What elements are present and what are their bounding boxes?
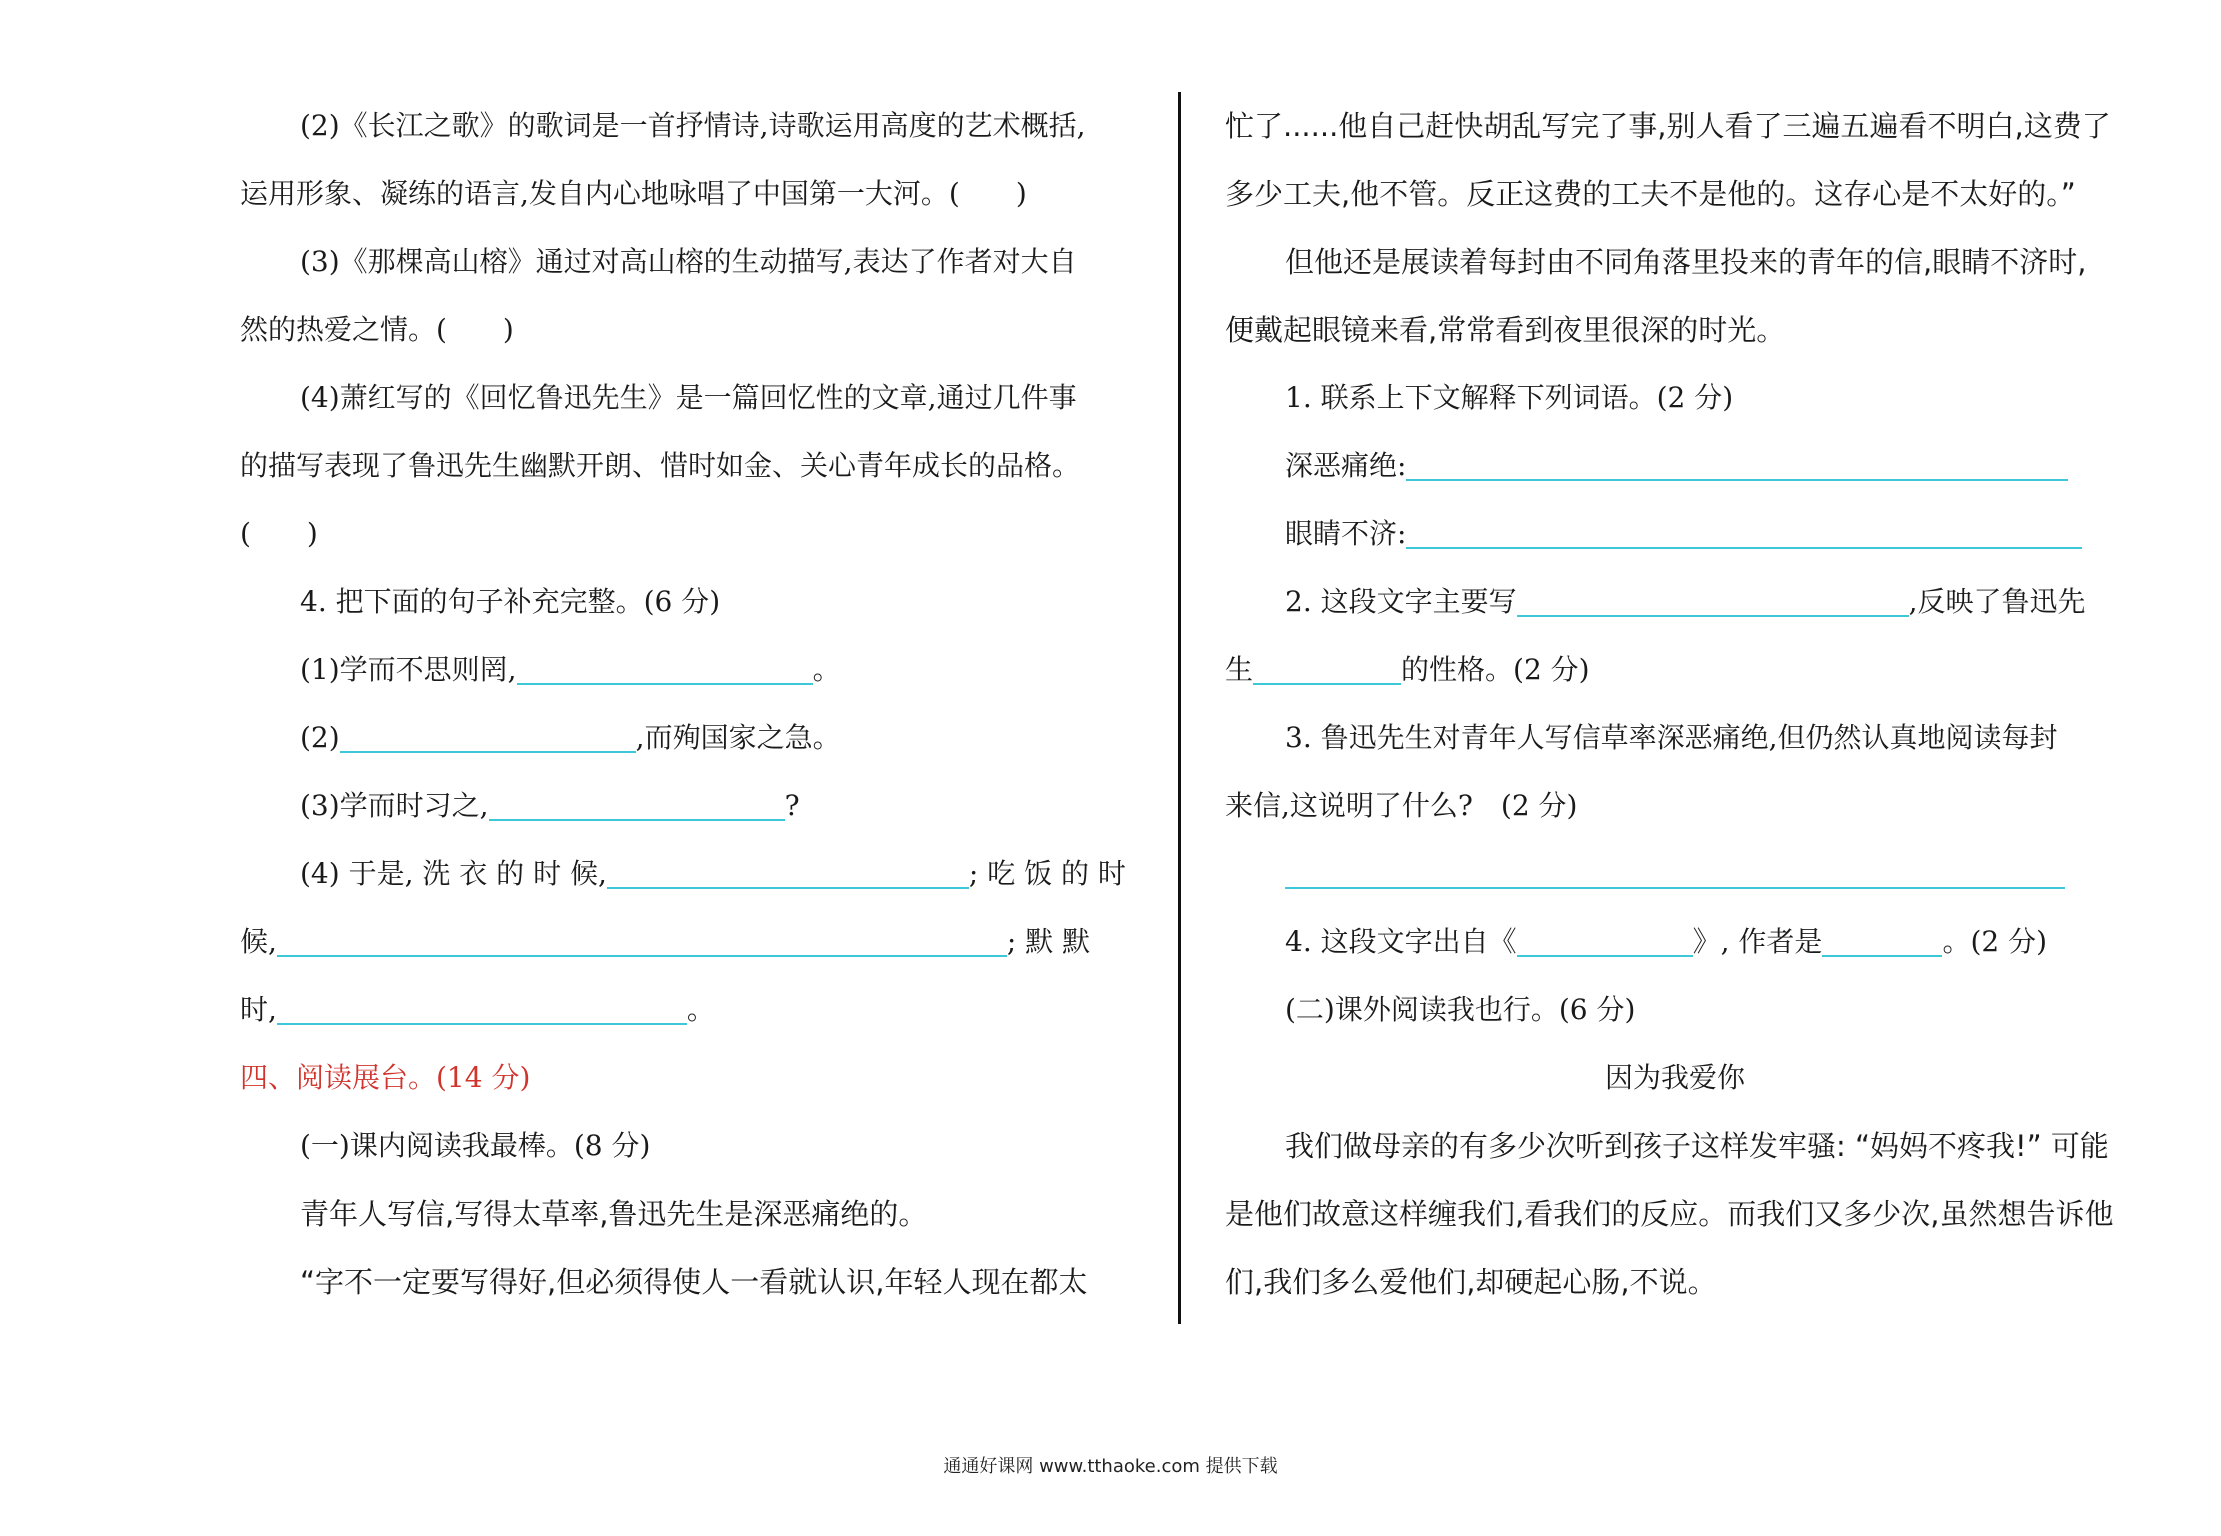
fill-line: 4. 这段文字出自《 》, 作者是 。(2 分) [1285,925,2048,958]
fill-line: (4) 于是, 洗 衣 的 时 候, ; 吃 饭 的 时 [300,857,1126,890]
answer-blank[interactable] [1406,451,2068,481]
passage-line: 是他们故意这样缠我们,看我们的反应。而我们又多少次,虽然想告诉他 [1225,1197,2114,1231]
answer-blank[interactable] [1406,519,2082,549]
answer-blank[interactable] [1822,927,1942,957]
fill-line: (3)学而时习之, ? [300,789,800,822]
text-line: (3)《那棵高山榕》通过对高山榕的生动描写,表达了作者对大自 [300,245,1077,278]
answer-blank[interactable] [607,859,969,889]
fill-line: (2) ,而殉国家之急。 [300,721,841,754]
text-line: 然的热爱之情。( ) [240,313,514,346]
passage-line: 忙了......他自己赶快胡乱写完了事,别人看了三遍五遍看不明白,这费了 [1225,109,2111,143]
passage-line: 青年人写信,写得太草率,鲁迅先生是深恶痛绝的。 [300,1197,928,1231]
story-title: 因为我爱你 [1604,1061,1745,1094]
answer-blank[interactable] [1517,927,1693,957]
question-3-cont: 来信,这说明了什么? (2 分) [1225,789,1578,822]
fill-line: 深恶痛绝: [1225,446,2068,486]
fill-line: 2. 这段文字主要写 ,反映了鲁迅先 [1285,585,2086,618]
answer-blank[interactable] [277,927,1007,957]
text-line: 运用形象、凝练的语言,发自内心地咏唱了中国第一大河。( ) [240,177,1027,210]
question-1: 1. 联系上下文解释下列词语。(2 分) [1285,381,1734,414]
answer-blank[interactable] [277,995,687,1025]
part-2-heading: (二)课外阅读我也行。(6 分) [1285,993,1636,1026]
fill-line: 眼睛不济: [1225,514,2082,554]
question-3: 3. 鲁迅先生对青年人写信草率深恶痛绝,但仍然认真地阅读每封 [1285,721,2058,754]
answer-blank[interactable] [1285,859,2065,889]
fill-line: (1)学而不思则罔, 。 [300,653,841,686]
passage-line: 便戴起眼镜来看,常常看到夜里很深的时光。 [1225,313,1786,347]
answer-blank[interactable] [517,655,813,685]
column-divider [1178,92,1181,1324]
section-4-heading: 四、阅读展台。(14 分) [240,1061,531,1094]
passage-line: “字不一定要写得好,但必须得使人一看就认识,年轻人现在都太 [300,1265,1088,1299]
text-line: 的描写表现了鲁迅先生幽默开朗、惜时如金、关心青年成长的品格。 [240,449,1081,482]
answer-blank[interactable] [1517,587,1909,617]
text-line: (4)萧红写的《回忆鲁迅先生》是一篇回忆性的文章,通过几件事 [300,381,1077,414]
question-4-heading: 4. 把下面的句子补充完整。(6 分) [300,585,721,618]
footer-credit: 通通好课网 www.tthaoke.com 提供下载 [943,1456,1278,1477]
part-1-heading: (一)课内阅读我最棒。(8 分) [300,1129,651,1162]
fill-line: 候, ; 默 默 [240,925,1091,958]
answer-blank[interactable] [489,791,785,821]
passage-line: 但他还是展读着每封由不同角落里投来的青年的信,眼睛不济时, [1285,245,2087,279]
text-line: (2)《长江之歌》的歌词是一首抒情诗,诗歌运用高度的艺术概括, [300,109,1086,142]
fill-line: 生 的性格。(2 分) [1225,653,1590,686]
answer-blank[interactable] [1253,655,1401,685]
text-line: ( ) [240,517,318,550]
passage-line: 多少工夫,他不管。反正这费的工夫不是他的。这存心是不太好的。” [1225,177,2076,211]
passage-line: 我们做母亲的有多少次听到孩子这样发牢骚: “妈妈不疼我!” 可能 [1285,1129,2109,1163]
fill-line [1225,854,2065,894]
passage-line: 们,我们多么爱他们,却硬起心肠,不说。 [1225,1265,1717,1299]
fill-line: 时, 。 [240,993,715,1026]
answer-blank[interactable] [340,723,636,753]
